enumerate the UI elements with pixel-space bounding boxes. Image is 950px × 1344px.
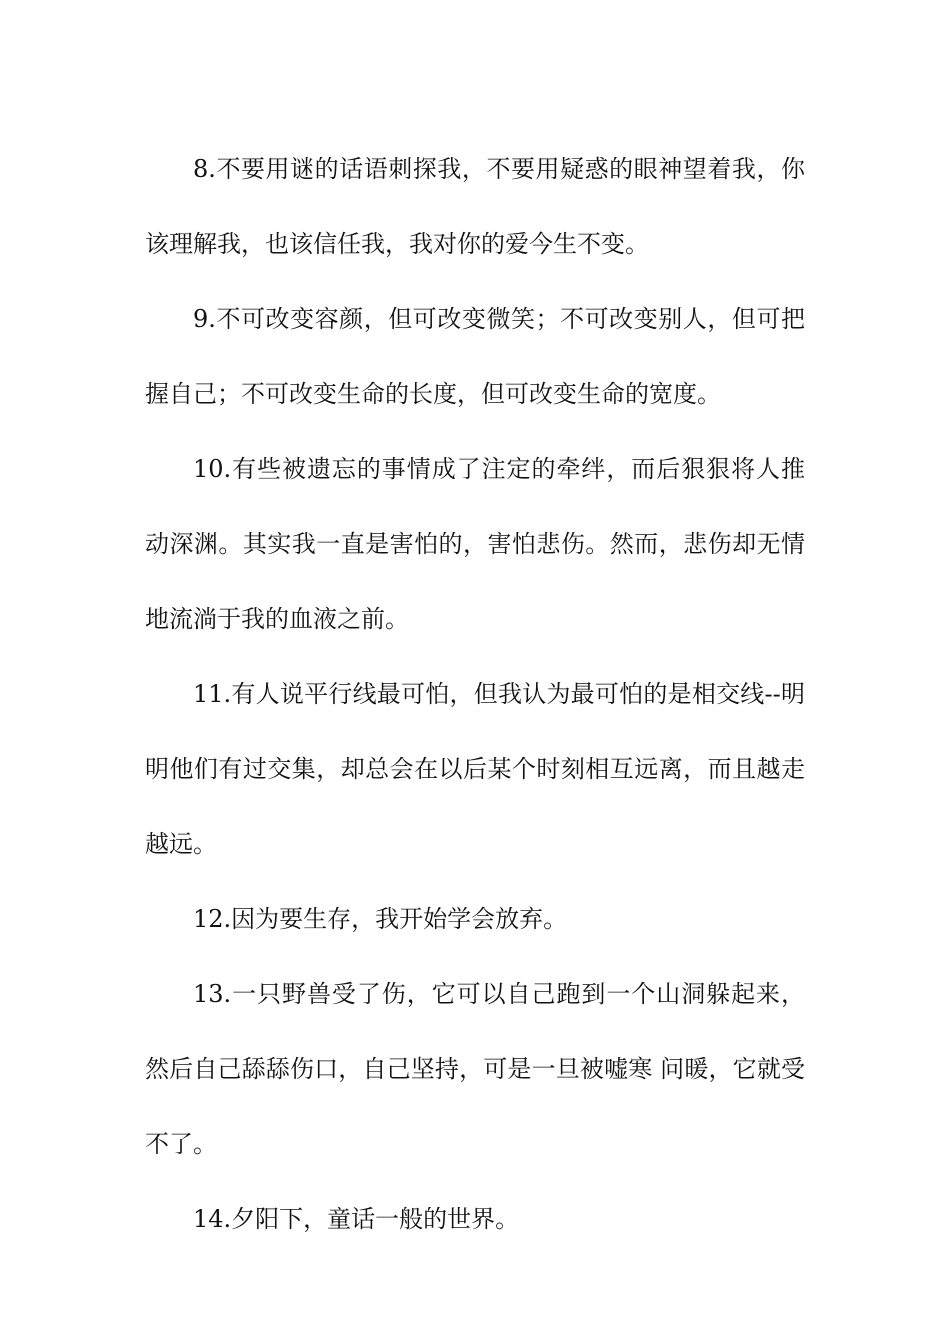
paragraph-11: 11.有人说平行线最可怕，但我认为最可怕的是相交线--明明他们有过交集，却总会在以后某个时刻相互远离，而且越走越远。 [145, 680, 805, 858]
paragraph-9: 9.不可改变容颜，但可改变微笑；不可改变别人，但可把握自己；不可改变生命的长度，但可改变生命的宽度。 [145, 305, 805, 408]
document-body [145, 132, 805, 1257]
paragraph-10: 10.有些被遗忘的事情成了注定的牵绊，而后狠狠将人推动深渊。其实我一直是害怕的，害怕悲伤。然而，悲伤却无情地流淌于我的血液之前。 [145, 455, 805, 633]
paragraph-8: 8.不要用谜的话语刺探我，不要用疑惑的眼神望着我，你该理解我，也该信任我，我对你的爱今生不变。 [145, 155, 805, 258]
paragraph-12: 12.因为要生存，我开始学会放弃。 [193, 905, 568, 933]
paragraph-14: 14.夕阳下，童话一般的世界。 [193, 1205, 520, 1233]
paragraph-13: 13.一只野兽受了伤，它可以自己跑到一个山洞躲起来，然后自己舔舔伤口，自己坚持，可是一旦被嘘寒 问暖，它就受不了。 [145, 980, 805, 1158]
